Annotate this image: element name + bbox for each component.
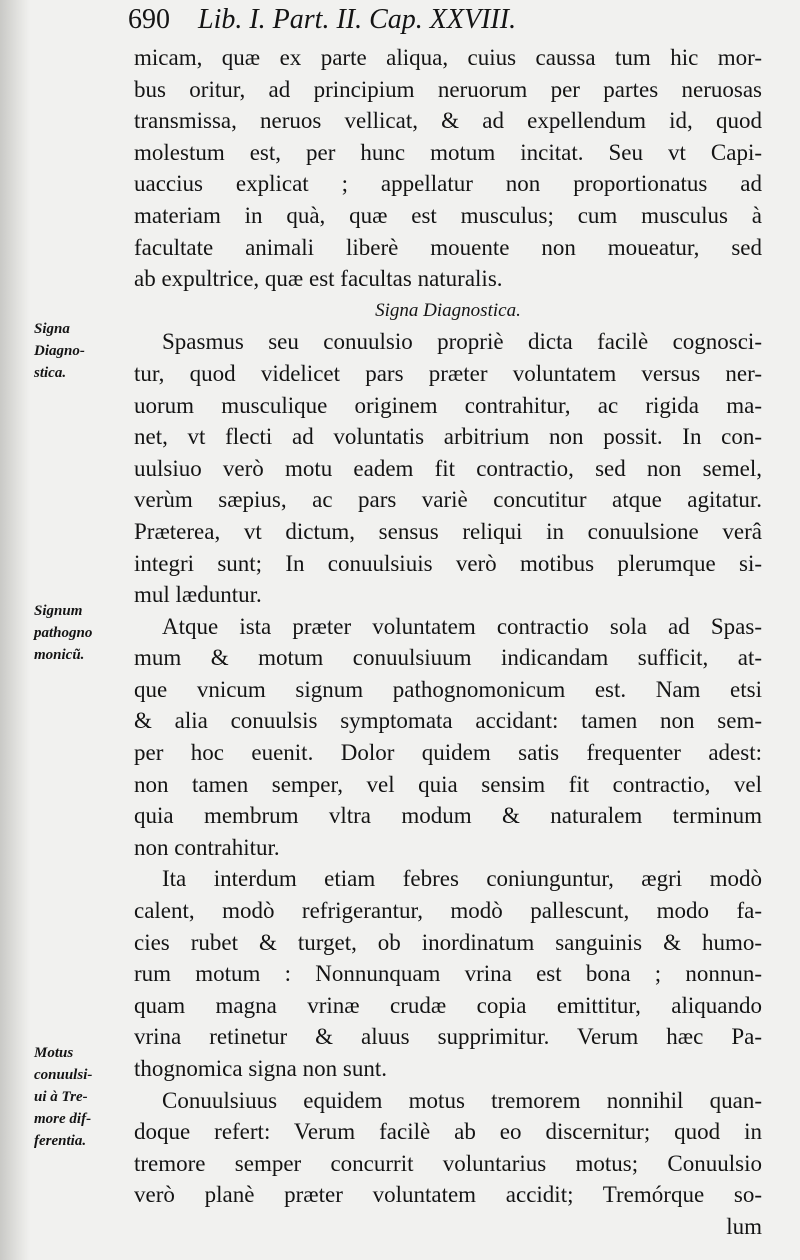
text-line: Atque ista præter voluntatem contractio sola ad Spas-	[162, 613, 762, 639]
text-line: rum motum : Nonnunquam vrina est bona ; nonnun-	[134, 961, 762, 987]
text-line: quam magna vrinæ crudæ copia emittitur, aliquando	[134, 992, 762, 1018]
text-line: mul læduntur.	[134, 582, 262, 608]
margin-note-line: Diagno-	[34, 343, 85, 359]
margin-note-line: Signa	[34, 321, 70, 337]
text-line: non tamen semper, vel quia sensim fit contractio, vel	[134, 771, 762, 797]
text-line: & alia conuulsis symptomata accidant: tamen non sem-	[134, 708, 762, 734]
text-line: uorum musculique originem contrahitur, ac rigida ma-	[134, 392, 762, 418]
margin-note-signum-pathognomonicum	[34, 600, 129, 666]
margin-note-motus-conuulsiui	[34, 1042, 129, 1152]
text-line: per hoc euenit. Dolor quidem satis frequenter adest:	[134, 740, 762, 766]
text-line: micam, quæ ex parte aliqua, cuius caussa tum hic mor-	[134, 45, 762, 70]
text-line: verò planè præter voluntatem accidit; Tremórque so-	[134, 1182, 762, 1208]
text-line: Spasmus seu conuulsio propriè dicta facilè cognosci-	[162, 329, 762, 355]
margin-note-line: pathogno	[34, 625, 93, 641]
text-line: materiam in quà, quæ est musculus; cum musculus à	[134, 202, 762, 228]
text-line: Præterea, vt dictum, sensus reliqui in conuulsione verâ	[134, 518, 762, 544]
margin-note-line: conuulsi-	[34, 1067, 93, 1083]
paragraph-4	[134, 863, 762, 1084]
margin-note-line: stica.	[34, 365, 67, 381]
text-line: ab expultrice, quæ est facultas naturalis.	[134, 266, 503, 292]
text-line: transmissa, neruos vellicat, & ad expellendum id, quod	[134, 108, 762, 134]
margin-note-line: ferentia.	[34, 1133, 87, 1149]
text-line: tur, quod videlicet pars præter voluntatem versus ner-	[134, 360, 762, 386]
margin-note-line: monicũ.	[34, 647, 85, 663]
text-line: net, vt flecti ad voluntatis arbitrium non possit. In con-	[134, 424, 762, 450]
text-line: mum & motum conuulsiuum indicandam sufficit, at-	[134, 645, 762, 671]
margin-note-line: more dif-	[34, 1111, 92, 1127]
margin-note-signa-diagnostica	[34, 318, 129, 384]
text-line: calent, modò refrigerantur, modò pallescunt, modo fa-	[134, 898, 762, 924]
text-line: uaccius explicat ; appellatur non proportionatus ad	[134, 171, 762, 197]
paragraph-5	[134, 1085, 762, 1243]
running-header	[128, 4, 778, 44]
margin-note-line: Motus	[34, 1045, 74, 1061]
page-gutter	[0, 0, 30, 1260]
catchword: lum	[726, 1213, 762, 1239]
text-line: integri sunt; In conuulsiuis verò motibus plerumque si-	[134, 550, 762, 576]
paragraph-2	[134, 326, 762, 610]
text-line: vrina retinetur & aluus supprimitur. Verum hæc Pa-	[134, 1024, 762, 1050]
text-line: thognomica signa non sunt.	[134, 1056, 387, 1081]
text-line: facultate animali liberè mouente non moueatur, sed	[134, 234, 762, 260]
text-line: uulsiuo verò motu eadem fit contractio, sed non semel,	[134, 455, 762, 481]
text-line: verùm sæpius, ac pars variè concutitur atque agitatur.	[134, 487, 762, 513]
text-line: quia membrum vltra modum & naturalem terminum	[134, 803, 762, 829]
running-head: Lib. I. Part. II. Cap. XXVIII.	[198, 4, 517, 35]
margin-note-line: ui à Tre-	[34, 1089, 88, 1105]
text-line: tremore semper concurrit voluntarius motus; Conuulsio	[134, 1150, 762, 1176]
paragraph-3	[134, 611, 762, 864]
text-line: Ita interdum etiam febres coniunguntur, ægri modò	[162, 866, 762, 892]
text-line: doque refert: Verum facilè ab eo discernitur; quod in	[134, 1119, 762, 1145]
text-line: cies rubet & turget, ob inordinatum sanguinis & humo-	[134, 929, 762, 955]
margin-note-line: Signum	[34, 603, 83, 619]
section-heading: Signa Diagnostica.	[375, 299, 521, 321]
paragraph-1	[134, 42, 762, 295]
page-number: 690	[128, 4, 170, 35]
text-line: bus oritur, ad principium neruorum per partes neruosas	[134, 76, 762, 102]
text-line: que vnicum signum pathognomonicum est. Nam etsi	[134, 676, 762, 702]
text-line: Conuulsiuus equidem motus tremorem nonnihil quan-	[162, 1087, 762, 1113]
text-line: molestum est, per hunc motum incitat. Seu vt Capi-	[134, 139, 762, 165]
main-text	[134, 42, 762, 1243]
text-line: non contrahitur.	[134, 834, 280, 860]
